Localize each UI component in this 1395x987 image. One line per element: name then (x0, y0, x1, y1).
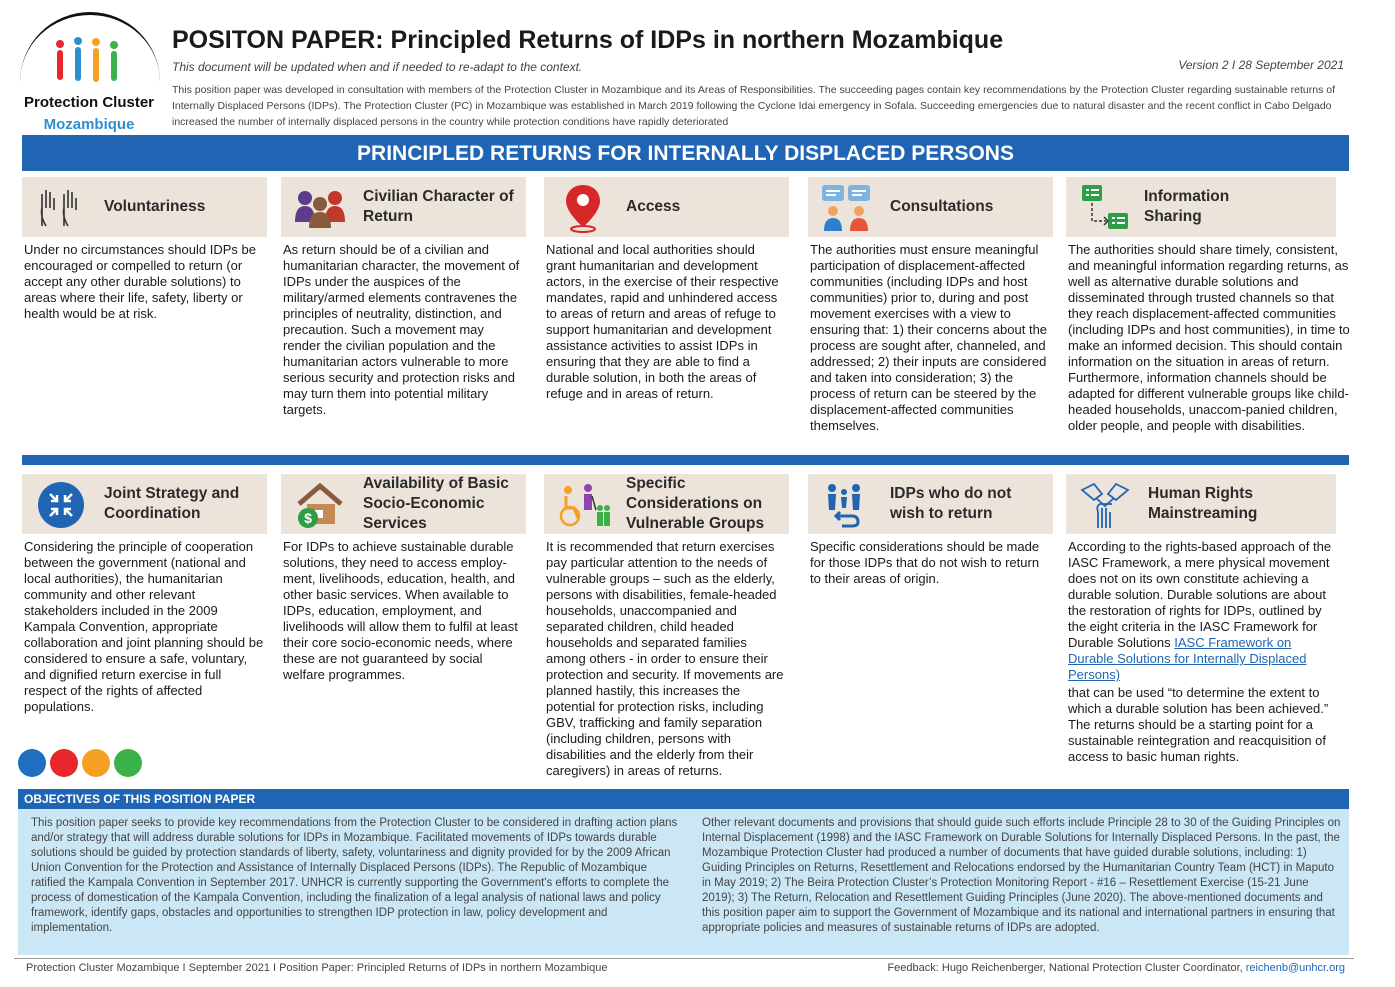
location-pin-icon (556, 183, 610, 233)
card-body: For IDPs to achieve sustainable durable solutions, they need to access employ-ment, livelihoods, education, health, and other basic services. When available to IDPs, education, employment, and livelihoods will allow them to fulfil at least their core socio-economic needs, where these are not guaranteed by social welfare programmes. (283, 539, 518, 682)
card-header (281, 474, 526, 534)
logo-text-protection-cluster: Protection Cluster (23, 94, 155, 111)
card-body-text: According to the rights-based approach of the IASC Framework, a mere physical movement does not on its own constitute achieving a durable solution. Durable solutions are about the restoration of rights for IDPs, outlined by the eight criteria in the IASC Framework for Durable Solutions (1068, 539, 1332, 650)
card-body-text-continued: that can be used “to determine the extent to which a durable solution has been achieved.” The returns should be a starting point for a sustainable reintegration and reacquisition of access to basic human rights. (1068, 685, 1329, 764)
card-information-sharing (1066, 177, 1352, 434)
raised-hands-icon (34, 183, 88, 233)
card-header (808, 177, 1053, 237)
card-body (1066, 534, 1341, 765)
card-vulnerable-groups (544, 474, 789, 779)
card-header (22, 177, 267, 237)
card-body: Under no circumstances should IDPs be encouraged or compelled to return (or accept any other durable solutions) to areas where their life, safety, liberty or health would be at risk. (24, 242, 256, 321)
card-body: The authorities must ensure meaningful participation of displacement-affected communities (including IDPs and host communities) prior to, during and post movement exercises with a view to ensuring that: 1) their concerns about the process are sought after, channeled, and addressed; 2) their inputs are considered and taken into consideration; 3) the process of return can be steered by the displacement-affected communities themselves. (810, 242, 1048, 433)
card-header (1066, 474, 1336, 534)
color-dots (18, 749, 142, 777)
footer-right (887, 962, 1345, 974)
red-dot (50, 749, 78, 777)
card-access (544, 177, 789, 402)
card-body: It is recommended that return exercises pay particular attention to the needs of vulnerable groups – such as the elderly, persons with disabilities, female-headed households, unaccompanied and separated children, child headed households and separated families among others - in order to ensure their protection and security. If movements are planned hastily, this increases the potential for protection risks, including GBV, trafficking and family separation (including children, persons with disabilities and the elderly from their caregivers) in areas of returns. (546, 539, 784, 778)
card-title: Civilian Character of Return (363, 188, 514, 225)
footer-feedback-text: Feedback: Hugo Reichenberger, National Protection Cluster Coordinator, (887, 962, 1246, 974)
card-title: Specific Considerations on Vulnerable Groups (626, 475, 765, 532)
card-header (544, 177, 789, 237)
green-dot (114, 749, 142, 777)
version-label: Version 2 I 28 September 2021 (1178, 58, 1344, 72)
objectives-box (18, 809, 1349, 955)
objectives-left-text: This position paper seeks to provide key recommendations from the Protection Cluster to be considered in drafting action plans and/or strategy that will address durable solutions for IDPs in Mozambique. Facilitated movements of IDPs towards durable solutions should be guided by protection standards of liberty, safety, voluntariness and dignity provided for by the 2009 African Union Convention for the Protection and Assistance of Internally Displaced Persons (IDPs). The Republic of Mozambique ratified the Kampala Convention in September 2017. UNHCR is currently supporting the Government's efforts to complete the process of domestication of the Kampala Convention, including the finalization of a legal analysis of national laws and policy framework, identify gaps, obstacles and opportunities to strengthen IDP protection in law, policy development and implementation. (31, 817, 678, 934)
card-title: Voluntariness (104, 198, 206, 215)
objectives-heading: OBJECTIVES OF THIS POSITION PAPER (18, 789, 1349, 809)
section-banner: PRINCIPLED RETURNS FOR INTERNALLY DISPLACED PERSONS (22, 135, 1349, 171)
card-body: The authorities should share timely, consistent, and meaningful information regarding returns, as well as alternative durable solutions and disseminated through trusted channels so that they reach displacement-affected communities (including IDPs and host communities), in time to make an informed decision. This should contain information on the situation in areas of return. Furthermore, information channels should be adapted for different vulnerable groups like child-headed households, unaccom-panied children, older people, and people with disabilities. (1068, 242, 1350, 433)
section-divider (22, 455, 1349, 465)
card-consultations (808, 177, 1053, 434)
objectives-right-text: Other relevant documents and provisions that should guide such efforts include Principle 28 to 30 of the Guiding Principles on Internal Displacement (1998) and the IASC Framework on Durable Solutions for Internally Displaced Persons. In the past, the Mozambique Protection Cluster had produced a number of documents that have guided durable solutions, including: 1) Guiding Principles on Returns, Resettlement and Relocations endorsed by the Humanitarian Country Team (HCT) in Maputo in May 2019; 2) The Beira Protection Cluster’s Protection Monitoring Report - #16 – Resettlement Exercise (15-21 June 2019); 3) The Return, Relocation and Resettlement Guiding Principles (June 2020). The above-mentioned documents and this position paper aim to support the Government of Mozambique and its national and international partners in ensuring that appropriate policies and measures of sustainable returns of IDPs are adopted. (702, 817, 1341, 934)
joint-strategy-icon (34, 480, 88, 530)
card-body: Specific considerations should be made for those IDPs that do not wish to return to their areas of origin. (810, 539, 1040, 586)
card-header (281, 177, 526, 237)
iasc-framework-link[interactable]: IASC Framework on Durable Solutions for Internally Displaced Persons) (1068, 635, 1307, 682)
page-subtitle: This document will be updated when and if needed to re-adapt to the context. (172, 60, 583, 74)
card-title: IDPs who do not wish to return (890, 485, 1012, 522)
orange-dot (82, 749, 110, 777)
card-title: Access (626, 198, 681, 215)
card-title: Joint Strategy and Coordination (104, 485, 240, 522)
card-title: Consultations (890, 198, 994, 215)
house-money-icon (293, 480, 347, 530)
footer-divider (14, 958, 1354, 959)
card-header (808, 474, 1053, 534)
card-header (1066, 177, 1336, 237)
logo-text-mozambique: Mozambique (43, 116, 135, 133)
card-human-rights (1066, 474, 1341, 765)
consultation-chat-icon (820, 183, 874, 233)
card-idps-not-return (808, 474, 1053, 587)
blue-dot (18, 749, 46, 777)
svg-text:$: $ (304, 510, 312, 526)
intro-paragraph: This position paper was developed in consultation with members of the Protection Cluster in Mozambique and its Areas of Responsibilities. The succeeding pages contain key recommendations by the Protection Cluster regarding sustainable returns of Internally Displaced Persons (IDPs). The Protection Cluster (PC) in Mozambique was established in March 2019 following the Cyclone Idai emergency in Sofala. Succeeding emergencies due to natural disaster and the recent conflict in Cabo Delgado increased the number of internally displaced persons in the country while protection conditions have rapidly deteriorated (172, 84, 1336, 128)
card-voluntariness (22, 177, 267, 322)
card-body: As return should be of a civilian and humanitarian character, the movement of IDPs under the auspices of the military/armed elements contravenes the principles of neutrality, distinction, and precaution. Such a movement may render the civilian population and the humanitarian actors vulnerable to more serious security and protection risks and may turn them into potential military targets. (283, 242, 520, 417)
card-title: Availability of Basic Socio-Economic Services (363, 475, 509, 532)
card-joint-strategy (22, 474, 267, 715)
card-civilian-character (281, 177, 526, 418)
footer-left-text: Protection Cluster Mozambique I September 2021 I Position Paper: Principled Returns of IDPs in northern Mozambique (26, 962, 608, 974)
card-body: National and local authorities should grant humanitarian and development actors, in the exercise of their respective mandates, rapid and unhindered access to areas of return and areas of refuge to support humanitarian and development assistance activities to assist IDPs in ensuring that they are able to find a durable solution, in both the areas of refuge and in areas of return. (546, 242, 779, 401)
civilians-group-icon (293, 183, 347, 233)
footer-email-link[interactable]: reichenb@unhcr.org (1245, 962, 1345, 974)
card-header (22, 474, 267, 534)
card-basic-services (281, 474, 526, 683)
human-rights-hands-icon (1078, 480, 1132, 530)
card-title: Human Rights Mainstreaming (1148, 485, 1258, 522)
information-sharing-icon (1078, 183, 1132, 233)
card-header (544, 474, 789, 534)
page-title: POSITON PAPER: Principled Returns of IDPs in northern Mozambique (172, 26, 1004, 54)
people-figures-icon (50, 36, 130, 88)
card-title: Information Sharing (1144, 188, 1230, 225)
family-return-arrow-icon (820, 480, 874, 530)
vulnerable-groups-icon (556, 480, 610, 530)
card-body: Considering the principle of cooperation between the government (national and local authorities), the humanitarian community and other relevant stakeholders included in the 2009 Kampala Convention, appropriate collaboration and joint planning should be considered to ensure a safe, voluntary, and dignified return exercise in full respect of the rights of affected populations. (24, 539, 264, 714)
protection-cluster-logo (14, 12, 164, 132)
